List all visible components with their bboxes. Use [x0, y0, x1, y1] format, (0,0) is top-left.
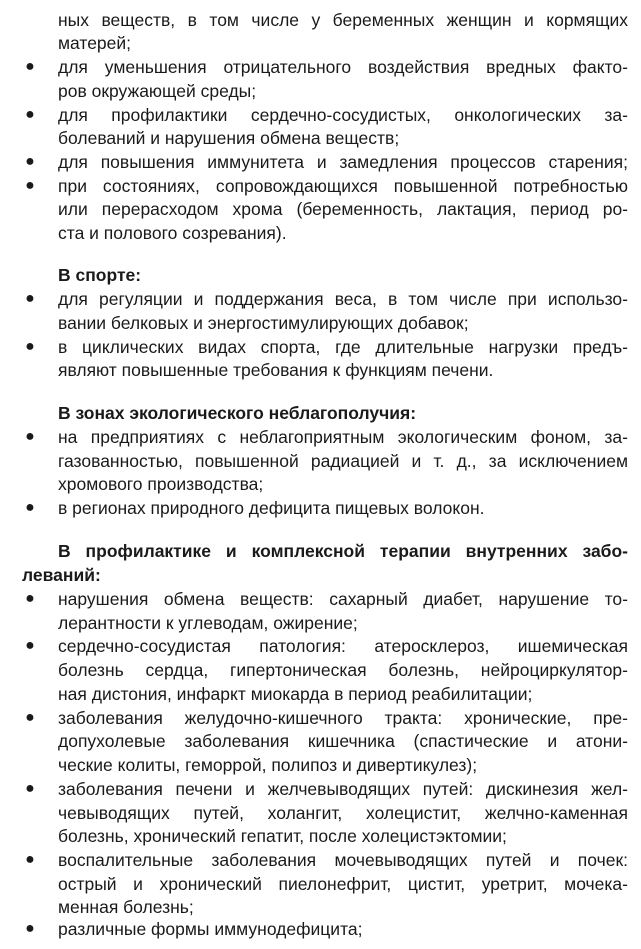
text-line: ров окружающей среды; [58, 81, 257, 101]
bullet-icon: ● [25, 780, 35, 797]
bullet-icon: ● [25, 709, 35, 726]
text-line: в регионах природного дефицита пищевых волокон. [58, 498, 485, 518]
section-heading: В спорте: [58, 265, 142, 285]
text-line: сердечно-сосудистая патология: атеросклероз, ишемическая [58, 636, 628, 656]
bullet-icon: ● [25, 177, 35, 194]
bullet-icon: ● [25, 290, 35, 307]
text-line: менная болезнь; [58, 897, 194, 917]
text-line: для профилактики сердечно-сосудистых, онкологических за- [58, 105, 628, 125]
bullet-icon: ● [25, 58, 35, 75]
section-heading: леваний: [22, 565, 101, 585]
text-line: нарушения обмена веществ: сахарный диабет, нарушение то- [58, 589, 628, 609]
text-line: острый и хронический пиелонефрит, цистит, уретрит, мочека- [58, 874, 628, 894]
text-line: заболевания печени и желчевыводящих путей: дискинезия жел- [58, 779, 628, 799]
text-line: при состояниях, сопровождающихся повышенной потребностью [58, 176, 628, 196]
bullet-icon: ● [25, 851, 35, 868]
section-heading: В зонах экологического неблагополучия: [58, 403, 417, 423]
bullet-icon: ● [25, 153, 35, 170]
text-line: газованностью, повышенной радиацией и т. д., за исключением [58, 451, 628, 471]
bullet-icon: ● [25, 637, 35, 654]
text-line: воспалительные заболевания мочевыводящих путей и почек: [58, 850, 628, 870]
text-line: вании белковых и энергостимулирующих добавок; [58, 313, 469, 333]
text-line: чевыводящих путей, холангит, холецистит, желчно-каменная [58, 803, 628, 823]
text-line: заболевания желудочно-кишечного тракта: хронические, пре- [58, 708, 628, 728]
bullet-icon: ● [25, 428, 35, 445]
text-line: лерантности к углеводам, ожирение; [58, 613, 358, 633]
text-line: болеваний и нарушения обмена веществ; [58, 128, 400, 148]
text-line: болезнь сердца, гипертоническая болезнь, нейроциркулятор- [58, 660, 628, 680]
text-line: ста и полового созревания). [58, 223, 287, 243]
text-line: ных веществ, в том числе у беременных женщин и кормящих [58, 10, 628, 30]
text-line: для регуляции и поддержания веса, в том числе при использо- [58, 289, 628, 309]
bullet-icon: ● [25, 338, 35, 355]
text-line: для уменьшения отрицательного воздействия вредных факто- [58, 57, 628, 77]
text-line: являют повышенные требования к функциям печени. [58, 360, 494, 380]
text-line: различные формы иммунодефицита; [58, 919, 363, 939]
text-line: в циклических видах спорта, где длительные нагрузки предъ- [58, 337, 628, 357]
section-heading: В профилактике и комплексной терапии внутренних забо- [58, 541, 628, 561]
text-line: хромового производства; [58, 474, 264, 494]
text-line: или перерасходом хрома (беременность, лактация, период ро- [58, 199, 628, 219]
bullet-icon: ● [25, 499, 35, 516]
text-line: болезнь, хронический гепатит, после холецистэктомии; [58, 826, 507, 846]
text-line: ная дистония, инфаркт миокарда в период реабилитации; [58, 684, 533, 704]
text-line: на предприятиях с неблагоприятным экологическим фоном, за- [58, 427, 628, 447]
text-line: для повышения иммунитета и замедления процессов старения; [58, 152, 628, 172]
text-line: ческие колиты, геморрой, полипоз и дивертикулез); [58, 755, 478, 775]
text-line: допухолевые заболевания кишечника (спастические и атони- [58, 731, 628, 751]
bullet-icon: ● [25, 590, 35, 607]
text-line: матерей; [58, 33, 132, 53]
bullet-icon: ● [25, 106, 35, 123]
bullet-icon: ● [25, 920, 35, 937]
